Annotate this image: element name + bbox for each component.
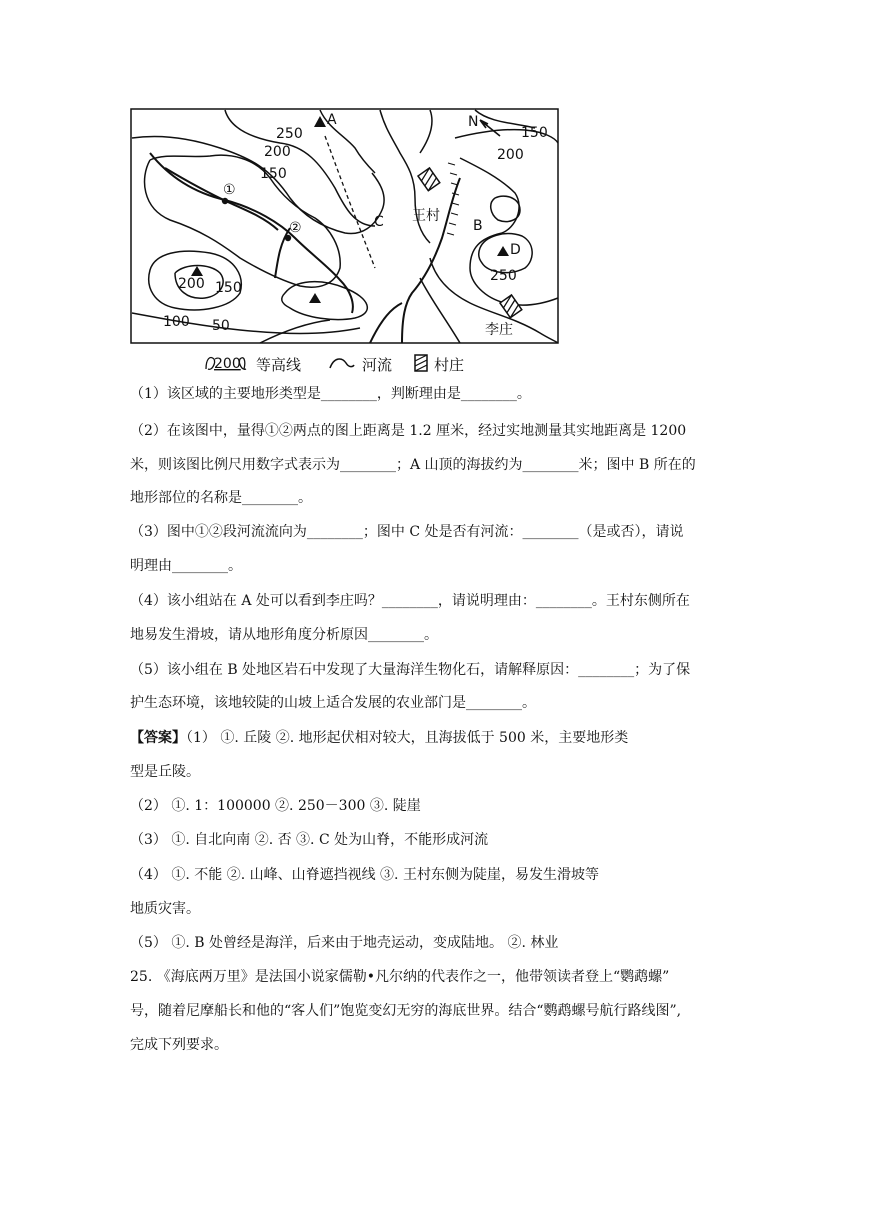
legend-contour-label: 等高线 [256,356,302,374]
answer-label: 【答案】 [130,730,186,746]
contour-label: 250 [276,126,303,142]
question-4-line-2: 地易发生滑坡，请从地形角度分析原因________。 [130,627,438,643]
point-c-label: C [374,214,384,230]
answer-1-line-1 [130,728,742,748]
contour-label: 150 [260,166,287,182]
question-1: （1）该区域的主要地形类型是________，判断理由是________。 [130,386,531,402]
question-4-line-1: （4）该小组站在 A 处可以看到李庄吗？________，请说明理由：________。王村东侧所在 [130,593,690,609]
question-5-line-1: （5）该小组在 B 处地区岩石中发现了大量海洋生物化石，请解释原因：________；为了保 [130,662,691,678]
village-legend-icon [414,354,428,372]
question-25-line-1: 25. 《海底两万里》是法国小说家儒勒•凡尔纳的代表作之一，他带领读者登上“鹦鹉螺” [130,969,670,985]
answer-5: （5） ①. B 处曾经是海洋，后来由于地壳运动，变成陆地。 ②. 林业 [130,935,559,951]
point-b-label: B [473,218,483,234]
contour-label: 50 [212,318,230,334]
contour-label: 200 [264,144,291,160]
legend-river-label: 河流 [362,356,393,374]
answer-4-line-2: 地质灾害。 [130,901,200,917]
topographic-map [130,108,559,344]
legend-contour-value: 200 [214,356,241,372]
question-2-line-3: 地形部位的名称是________。 [130,490,312,506]
contour-label: 150 [215,280,242,296]
question-25-line-2: 号，随着尼摩船长和他的“客人们”饱览变幻无穷的海底世界。结合“鹦鹉螺号航行路线图”, [130,1003,682,1019]
answer-1-line-2: 型是丘陵。 [130,764,200,780]
contour-label: 150 [521,125,548,141]
north-label: N [468,114,479,130]
answer-4-line-1: （4） ①. 不能 ②. 山峰、山脊遮挡视线 ③. 王村东侧为陡崖，易发生滑坡等 [130,867,599,883]
question-25-line-3: 完成下列要求。 [130,1037,228,1053]
answer-1-text: （1） ①. 丘陵 ②. 地形起伏相对较大，且海拔低于 500 米，主要地形类 [186,730,629,746]
contour-label: 250 [490,268,517,284]
peak-a-label: A [327,112,337,128]
legend-village-label: 村庄 [434,356,465,374]
map-frame [131,109,558,343]
question-5-line-2: 护生态环境，该地较陡的山坡上适合发展的农业部门是________。 [130,695,536,711]
question-3-line-1: （3）图中①②段河流流向为________；图中 C 处是否有河流：________（是或否），请说 [130,524,684,540]
point-1-label: ① [223,182,236,198]
contour-label: 200 [178,276,205,292]
question-3-line-2: 明理由________。 [130,558,242,574]
village-lizhuang-label: 李庄 [485,322,513,338]
village-wangcun-label: 王村 [412,208,440,224]
contour-label: 200 [497,147,524,163]
peak-d-label: D [510,242,521,258]
contour-label: 100 [163,314,190,330]
contour-legend-icon [204,351,248,375]
river-legend-icon [328,355,356,371]
answer-2: （2） ①. 1：100000 ②. 250－300 ③. 陡崖 [130,798,421,814]
map-legend [204,351,504,375]
question-2-line-2: 米，则该图比例尺用数字式表示为________；A 山顶的海拔约为________米；图中 B 所在的 [130,457,696,473]
point-1-marker [222,198,228,204]
point-2-label: ② [289,220,302,236]
question-2-line-1: （2）在该图中，量得①②两点的图上距离是 1.2 厘米，经过实地测量其实地距离是 1200 [130,423,687,439]
answer-3: （3） ①. 自北向南 ②. 否 ③. C 处为山脊，不能形成河流 [130,832,489,848]
